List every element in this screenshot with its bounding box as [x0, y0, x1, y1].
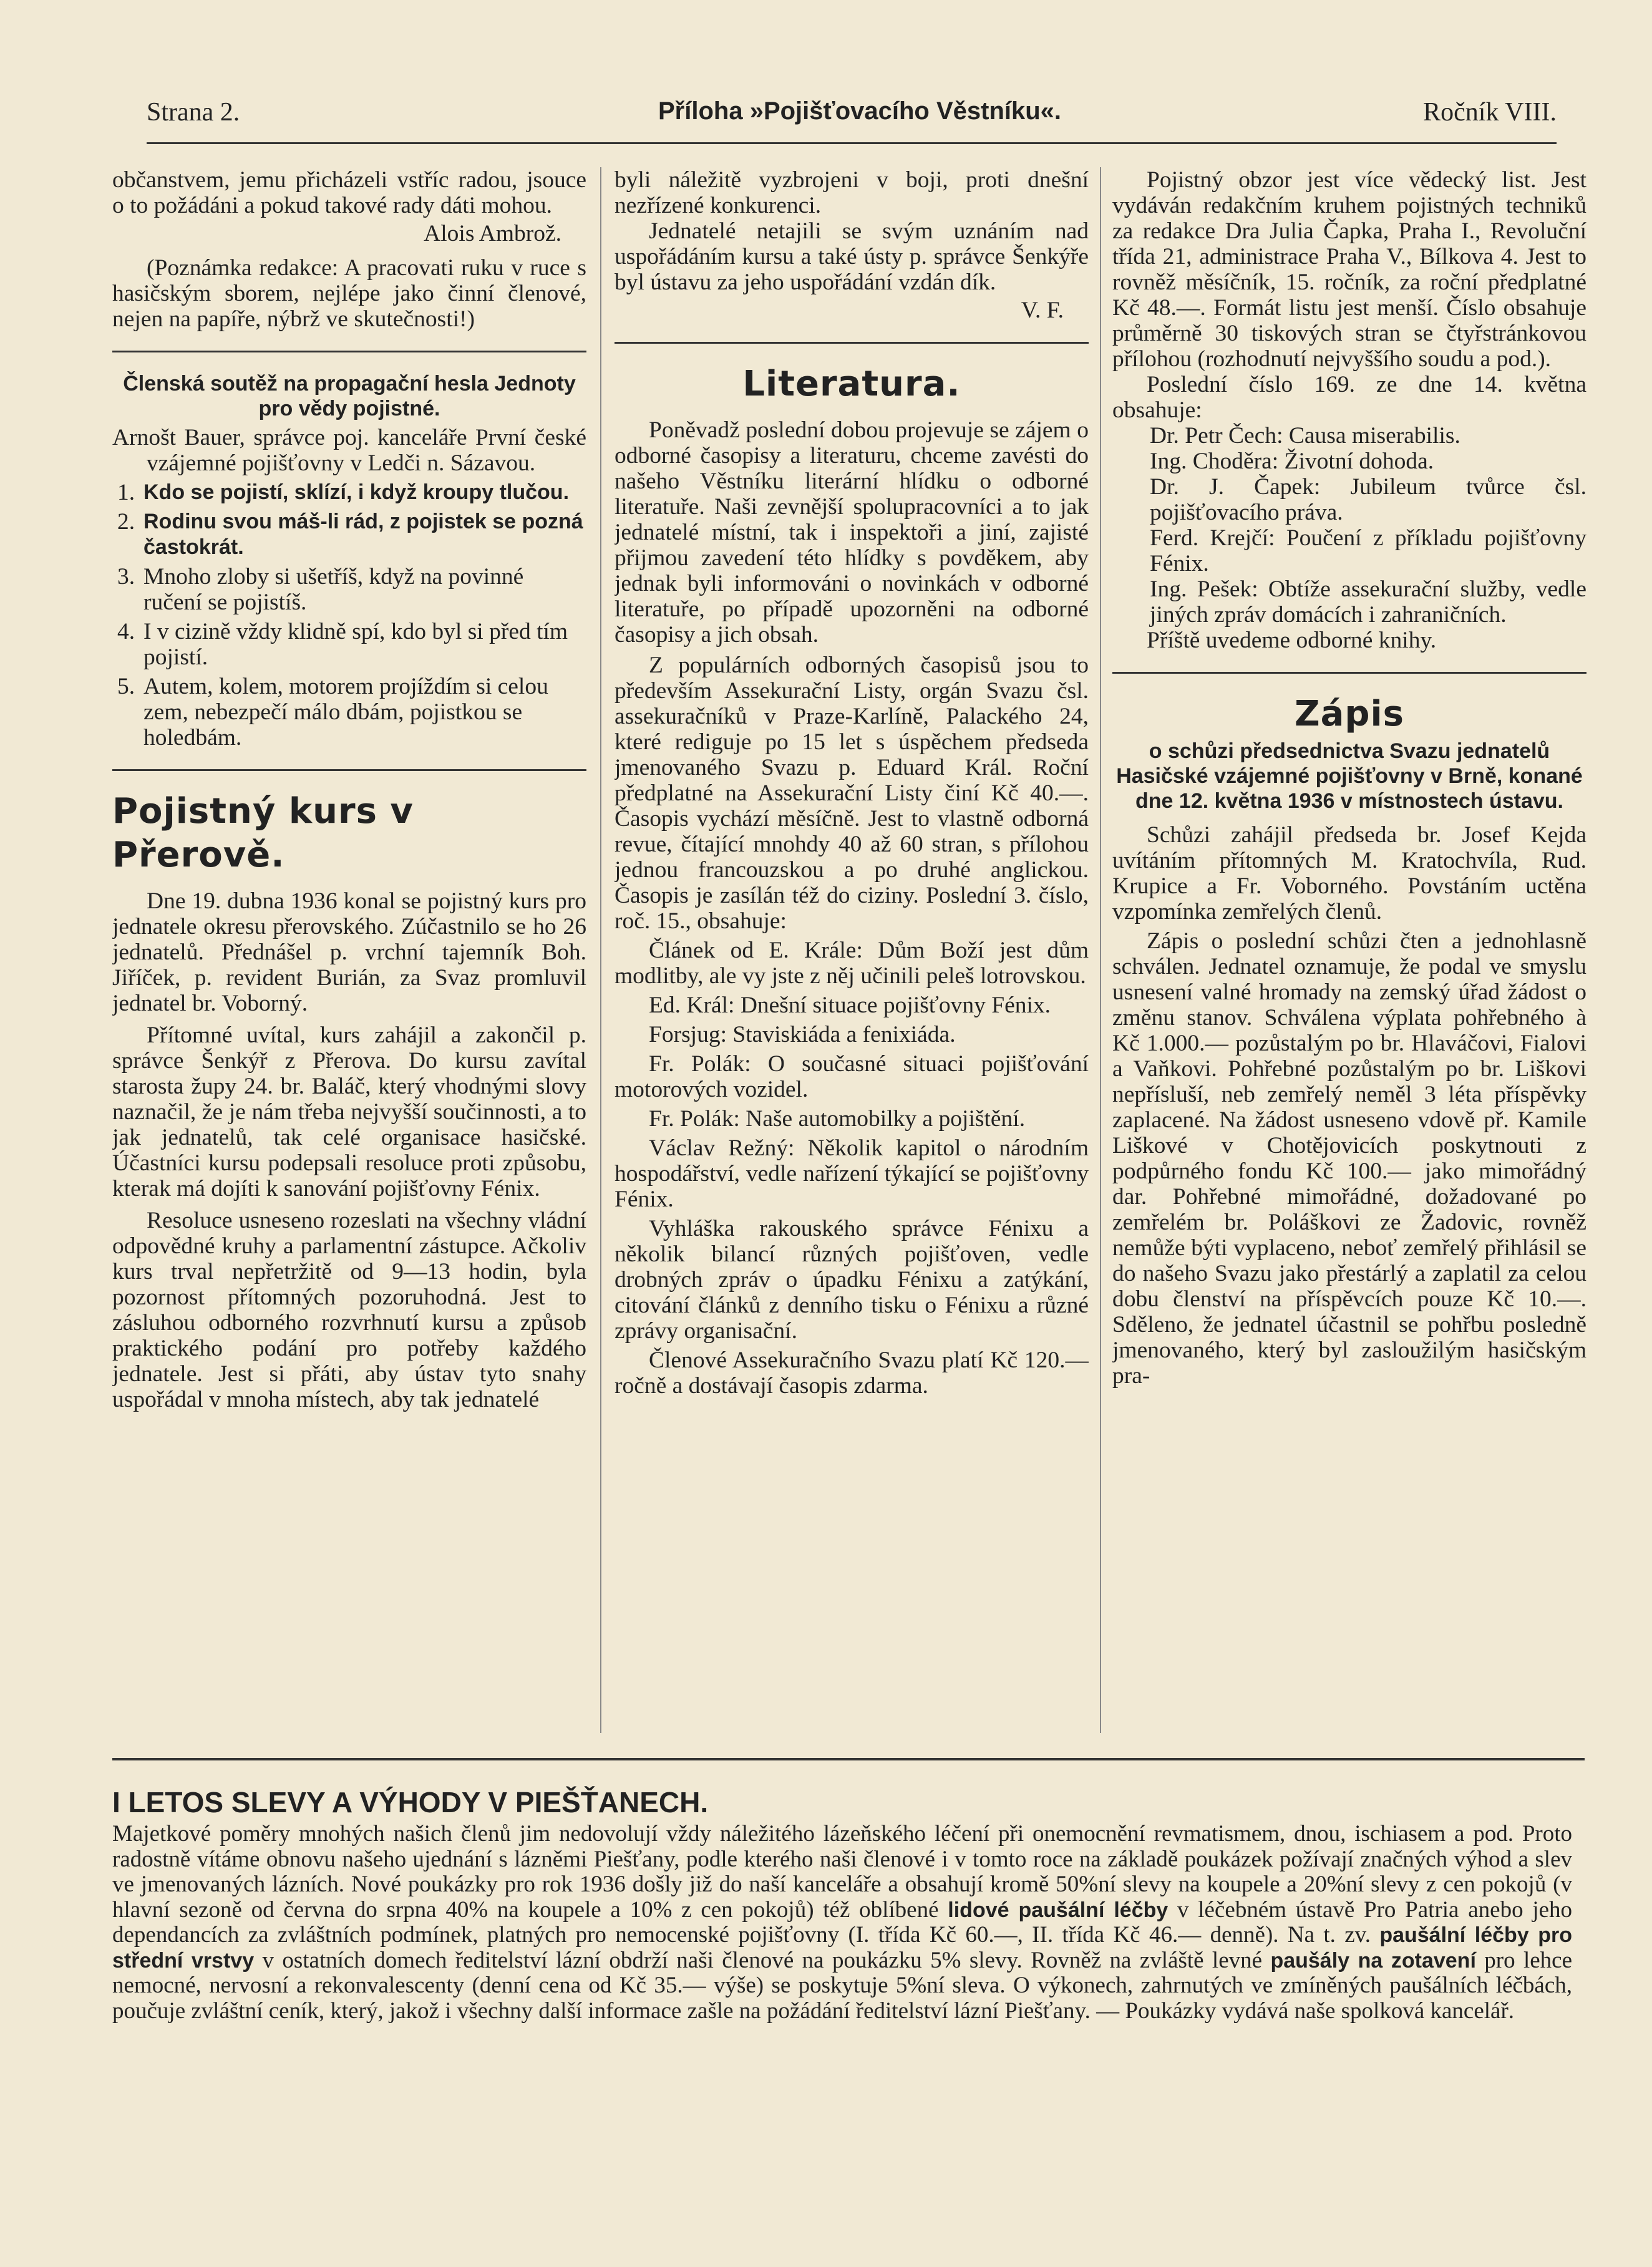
kurs-paragraph: Dne 19. dubna 1936 konal se pojistný kurs pro jednatele okresu přerovského. Zúčastnilo se ho 26 jednatelů. Přednášel p. vrchní tajemník Boh. Jiříček, p. revident Burián, za Svaz promluvil jednatel br. Voborný.: [112, 888, 586, 1016]
literature-paragraph: Z populárních odborných časopisů jsou to především Assekurační Listy, orgán Svazu čsl. assekuračníků v Praze-Karlíně, Palackého 24, které rediguje po 15 let s úspěchem předseda jmenovaného Svazu p. Eduard Král. Roční předplatné na Assekurační Listy činí Kč 40.—. Časopis vychází měsíčně. Jest to vlastně odborná revue, čítající mnohdy 40 až 60 stran, s přílohou jednou francouzskou a po druhé anglickou. Časopis je zasílán též do ciziny. Poslední 3. číslo, roč. 15., obsahuje:: [615, 653, 1089, 934]
slogan-item: 4. I v cizině vždy klidně spí, kdo byl si před tím pojistí.: [117, 619, 568, 670]
bottom-divider: [112, 1758, 1585, 1760]
page-number: Strana 2.: [147, 98, 240, 127]
literature-paragraph: Poněvadž poslední dobou projevuje se zájem o odborné časopisy a literaturu, chceme zavésti do našeho Věstníku literární hlídku o odborné literatuře. Naši zevnější spolupracovníci a to jak jednatelé místní, tak i inspektoři a jiní, zajisté přijmou zavedení této hlídky s povděkem, aby jednak byli informováni o novinkách v odborné literatuře, po případě upozorněni na odborné časopisy a jich obsah.: [615, 417, 1089, 648]
literature-item: Václav Režný: Několik kapitol o národním hospodářství, vedle nařízení týkající se pojišťovny Fénix.: [615, 1135, 1089, 1212]
kurs-continuation: Jednatelé netajili se svým uznáním nad uspořádáním kursu a také ústy p. správce Šenkýře byl ústavu za jeho uspořádání vzdán dík.: [615, 218, 1089, 295]
slogan-item: 1. Kdo se pojistí, sklízí, i když kroupy tlučou.: [117, 480, 570, 505]
obzor-paragraph: Příště uvedeme odborné knihy.: [1147, 628, 1437, 653]
column-2: [615, 167, 1089, 1739]
volume-number: Ročník VIII.: [1423, 98, 1557, 127]
literature-item: Fr. Polák: O současné situaci pojišťování motorových vozidel.: [615, 1051, 1089, 1102]
contents-item: Ing. Pešek: Obtíže assekurační služby, vedle jiných zpráv domácích i zahraničních.: [1150, 576, 1586, 628]
zapis-paragraph: Schůzi zahájil předseda br. Josef Kejda uvítáním přítomných M. Kratochvíla, Rud. Krupice a Fr. Voborného. Povstáním uctěna vzpomínka zemřelých členů.: [1112, 822, 1586, 925]
literature-item: Článek od E. Krále: Dům Boží jest dům modlitby, ale vy jste z něj učinili peleš lotrovskou.: [615, 938, 1089, 989]
contest-title: Členská soutěž na propagační hesla Jednoty pro vědy pojistné.: [123, 372, 576, 420]
kurs-continuation: byli náležitě vyzbrojeni v boji, proti dnešní nezřízené konkurenci.: [615, 167, 1089, 218]
kurs-heading: Pojistný kurs v Přerově.: [112, 791, 414, 875]
zapis-subtitle: o schůzi předsednictva Svazu jednatelů Hasičské vzájemné pojišťovny v Brně, konané dne 12. května 1936 v místnostech ústavu.: [1116, 739, 1583, 813]
obzor-paragraph: Pojistný obzor jest více vědecký list. Jest vydáván redakčním kruhem pojistných techniků za redakce Dra Julia Čapka, Praha I., Revoluční třída 21, administrace Praha V., Bílkova 4. Jest to rovněž měsíčník, 15. ročník, za roční předplatné Kč 48.—. Formát listu jest menší. Číslo obsahuje průměrně 30 tiskových stran se čtyřstránkovou přílohou (rozhodnutí nejvyššího soudu a pod.).: [1112, 167, 1586, 372]
zapis-heading: Zápis: [1294, 694, 1404, 734]
bottom-paragraph: Majetkové poměry mnohých našich členů jim nedovolují vždy náležitého lázeňského léčení při onemocnění revmatismem, dnou, ischiasem a pod. Proto radostně vítáme obnovu našeho ujednání s lázněmi Piešťany, podle kterého naši členové i v tomto roce na základě poukázek požívají značných výhod a slev ve jmenovaných lázních. Nové poukázky pro rok 1936 došly již do naší kanceláře a obsahují kromě 50%ní slevy na koupele a 20%ní slevy z cen pokojů (v hlavní sezoně od června do srpna 40% na koupele a 10% z cen pokojů) též oblíbené lidové paušální léčby v léčebném ústavě Pro Patria anebo jeho dependancích za zvláštních podmínek, platných pro nemocenské pojišťovny (I. třída Kč 60.—, II. třída Kč 46.— denně). Na t. zv. paušální léčby pro střední vrstvy v ostatních domech ředitelství lázní obdrží naši členové na poukázku 5% slevy. Rovněž na zvláště levné paušály na zotavení pro lehce nemocné, nervosní a rekonvalescenty (denní cena od Kč 35.— výše) se poskytuje 5%ní sleva. O výkonech, zahrnutých ve zmíněných paušálních léčbách, poučuje zvláštní ceník, který, jakož i všechny další informace zašle na požádání ředitelství lázní Piešťany. — Poukázky vydává naše spolková kancelář.: [112, 1821, 1573, 2024]
contents-item: Ferd. Krejčí: Poučení z příkladu pojišťovny Fénix.: [1150, 525, 1586, 576]
intro-signature: Alois Ambrož.: [424, 221, 561, 246]
intro-paragraph: občanstvem, jemu přicházeli vstříc radou, jsouce o to požádáni a pokud takové rady dáti mohou.: [112, 167, 586, 218]
kurs-signature: V. F.: [1021, 298, 1064, 323]
editor-note: (Poznámka redakce: A pracovati ruku v ruce s hasičským sborem, nejlépe jako činní členové, nejen na papíře, nýbrž ve skutečnosti!): [112, 255, 586, 332]
literature-heading: Literatura.: [742, 364, 961, 404]
column-3: [1112, 167, 1586, 1739]
emphasis: paušální léčby pro střední vrstvy: [112, 1923, 1573, 1973]
literature-item: Forsjug: Staviskiáda a fenixiáda.: [649, 1022, 956, 1047]
obzor-paragraph: Poslední číslo 169. ze dne 14. května obsahuje:: [1112, 372, 1586, 423]
column-1: [112, 167, 586, 1739]
slogan-item: 5. Autem, kolem, motorem projíždím si celou zem, nebezpečí málo dbám, pojistkou se holedbám.: [117, 674, 548, 750]
bottom-heading: I LETOS SLEVY A VÝHODY V PIEŠŤANECH.: [112, 1786, 709, 1818]
column-rule: [600, 167, 601, 1733]
running-head: [147, 92, 1557, 144]
zapis-paragraph: Zápis o poslední schůzi čten a jednohlasně schválen. Jednatel oznamuje, že podal ve smyslu usnesení valné hromady na zemský úřad žádost o změnu stanov. Schválena výplata pohřebného à Kč 1.000.— pozůstalým po br. Hlaváčovi, Fialovi a Vaňkovi. Pohřebné pozůstalým po br. Liškovi nepřísluší, neb zemřelý neměl 3 léta příspěvky zaplacené. Na žádost usneseno vdově př. Kamile Liškové v Chotějovicích poskytnouti z podpůrného fondu Kč 100.— jako mimořádný dar. Pohřebné mimořádné, dožadované po zemřelém br. Poláškovi ze Žadovic, rovněž nemůže býti vyplaceno, neboť zemřelý přihlásil se do našeho Svazu jako přestárlý a zaplatil za celou dobu členství na příspěvcích pouze Kč 10.—. Sděleno, že jednatel účastnil se pohřbu posledně jmenovaného, který byl zasloužilým hasičským pra-: [1112, 928, 1586, 1389]
kurs-paragraph: Resoluce usneseno rozeslati na všechny vládní odpovědné kruhy a parlamentní zástupce. Ačkoliv kurs trval nepřetržitě od 9—13 hodin, byla pozornost přítomných pozoruhodná. Jest to zásluhou odborného rozvrhnutí kursu a způsob praktického podání pro potřeby každého jednatele. Jest si přáti, aby ústav tyto snahy uspořádal v mnoha místech, aby tak jednatelé: [112, 1208, 586, 1412]
obzor-contents: [1150, 423, 1586, 628]
kurs-paragraph: Přítomné uvítal, kurs zahájil a zakončil p. správce Šenkýř z Přerova. Do kursu zavítal starosta župy 24. br. Baláč, který vhodnými slovy naznačil, že je nám třeba nejvyšší součinnosti, a to jak jednatelů, tak celé organisace hasičské. Účastníci kursu podepsali resoluce proti způsobu, kterak má dojíti k sanování pojišťovny Fénix.: [112, 1022, 586, 1201]
literature-item: Fr. Polák: Naše automobilky a pojištění.: [649, 1106, 1026, 1132]
bottom-notice: [112, 1785, 1572, 2024]
column-rule: [1100, 167, 1101, 1733]
literature-item: Členové Assekuračního Svazu platí Kč 120.— ročně a dostávají časopis zdarma.: [615, 1347, 1089, 1399]
section-divider: [1112, 672, 1586, 674]
contents-item: Dr. Petr Čech: Causa miserabilis.: [1150, 423, 1460, 449]
literature-item: Vyhláška rakouského správce Fénixu a několik bilancí různých pojišťoven, vedle drobných zpráv o úpadku Fénixu a zatýkání, citování článků z denního tisku o Fénixu a různé zprávy organisační.: [615, 1216, 1089, 1344]
contents-item: Ing. Choděra: Životní dohoda.: [1150, 449, 1434, 474]
contest-author: Arnošt Bauer, správce poj. kanceláře První české vzájemné pojišťovny v Ledči n. Sázavou.: [112, 425, 586, 476]
slogan-list: [112, 480, 586, 750]
contents-item: Dr. J. Čapek: Jubileum tvůrce čsl. pojišťovacího práva.: [1150, 474, 1586, 525]
emphasis: lidové paušální léčby: [948, 1898, 1169, 1922]
section-divider: [615, 342, 1089, 344]
publication-title: Příloha »Pojišťovacího Věstníku«.: [658, 97, 1062, 125]
section-divider: [112, 769, 586, 771]
emphasis: paušály na zotavení: [1270, 1948, 1476, 1973]
slogan-item: 2. Rodinu svou máš-li rád, z pojistek se pozná častokrát.: [117, 509, 583, 559]
literature-item: Ed. Král: Dnešní situace pojišťovny Fénix.: [649, 993, 1051, 1018]
section-divider: [112, 351, 586, 352]
slogan-item: 3. Mnoho zloby si ušetříš, když na povinné ručení se pojistíš.: [117, 564, 524, 615]
